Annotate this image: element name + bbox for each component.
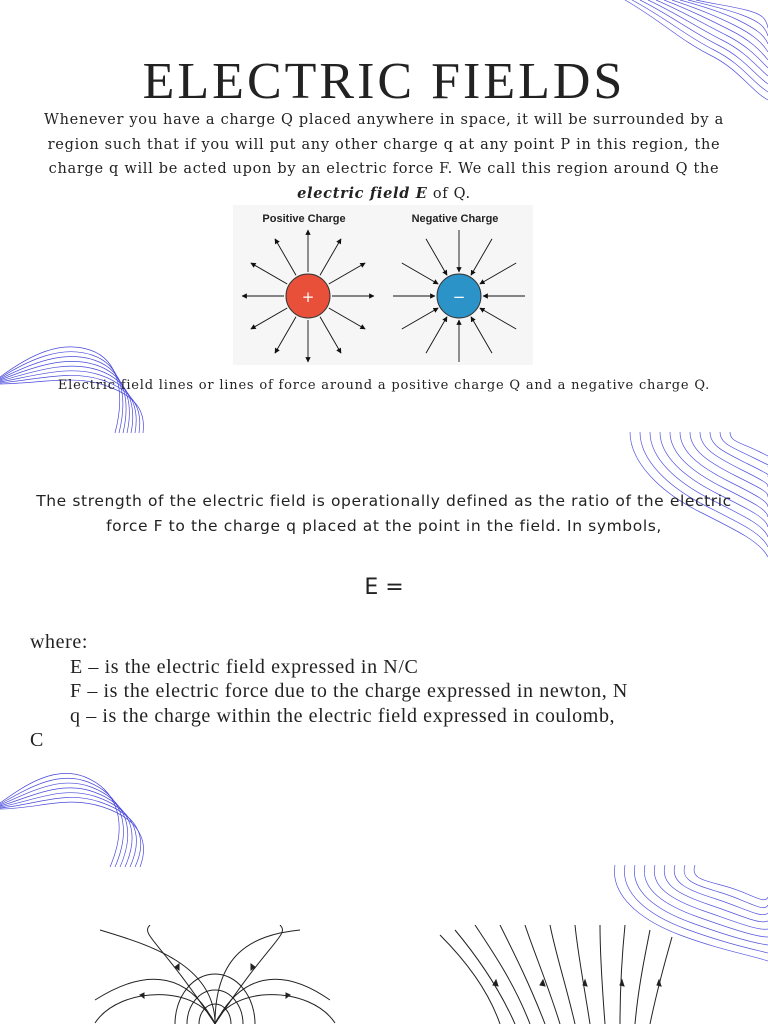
field-strength-paragraph: The strength of the electric field is operationally defined as the ratio of the electric force F to the charge q placed at the point in the field. In symbols,	[36, 492, 732, 535]
electric-field-term: electric field E	[297, 184, 428, 202]
charge-field-lines-figure	[233, 205, 533, 365]
negative-charge-label: Negative Charge	[411, 213, 499, 225]
dipole-field-diagram	[95, 925, 335, 1024]
wave-decoration-left-lower	[0, 765, 150, 870]
definition-e: E – is the electric field expressed in N/C	[70, 655, 419, 678]
definitions-block	[30, 630, 740, 753]
intro-text-end: of Q.	[427, 185, 471, 202]
figure-background	[233, 205, 533, 365]
intro-paragraph	[30, 108, 738, 206]
definition-f: F – is the electric force due to the charge expressed in newton, N	[70, 680, 628, 702]
like-charges-field-diagram	[440, 925, 672, 1024]
intro-text-start: Whenever you have a charge Q placed anywhere in space, it will be surrounded by a region such that if you will put any other charge q at any point P in this region, the charge q will be acted upon by an electric force F. We call this region around Q the	[44, 112, 724, 177]
plus-sign: +	[301, 288, 315, 306]
where-label: where:	[30, 631, 89, 653]
figure-caption: Electric field lines or lines of force around a positive charge Q and a negative charge Q.	[57, 378, 711, 393]
formula: E =	[364, 575, 404, 600]
definition-q-wrap: C	[30, 729, 44, 751]
minus-sign: −	[452, 288, 466, 306]
positive-charge-label: Positive Charge	[262, 213, 346, 225]
bottom-field-diagrams	[0, 925, 768, 1024]
definition-q: q – is the charge within the electric field expressed in coulomb,	[70, 704, 616, 727]
page-title: ELECTRIC FIELDS	[142, 53, 626, 110]
